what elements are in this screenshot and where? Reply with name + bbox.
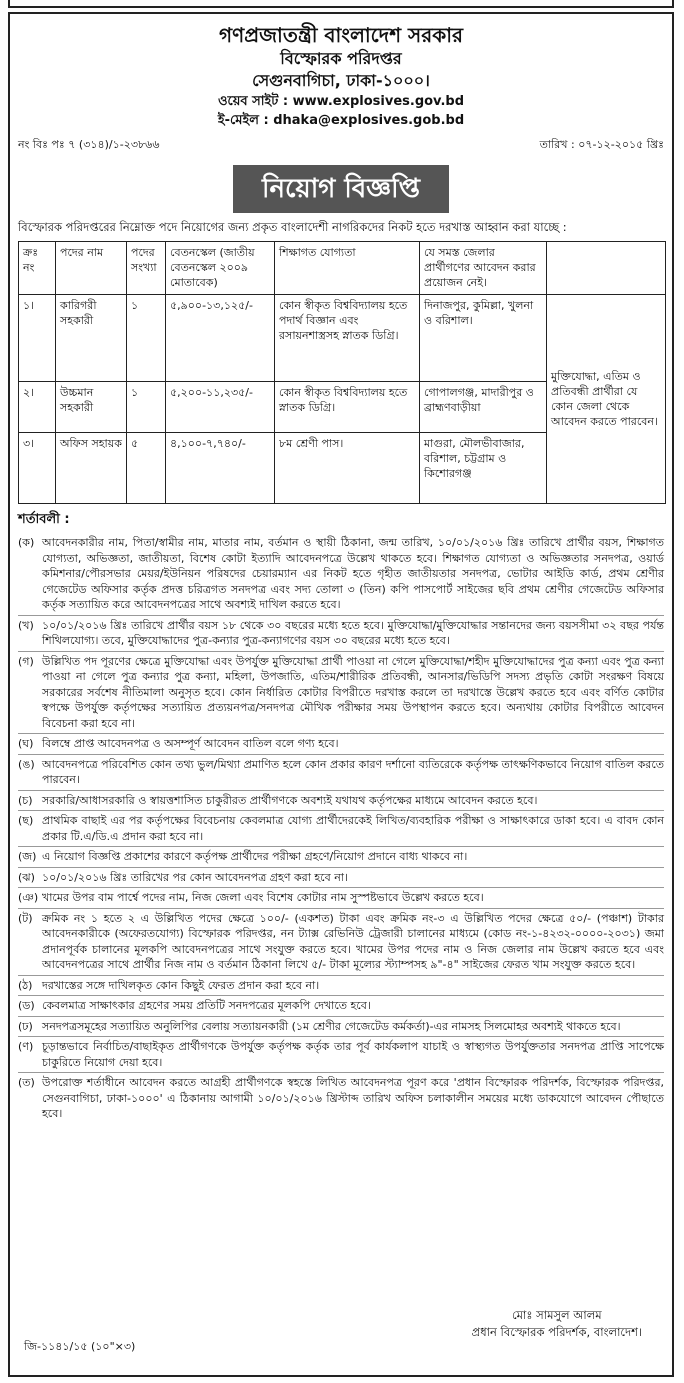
condition-label: (খ)	[18, 618, 34, 632]
cell-qualification: ৮ম শ্রেণী পাস।	[275, 433, 420, 504]
header-qualification: শিক্ষাগত যোগ্যতা	[275, 242, 420, 295]
condition-label: (ড)	[18, 999, 35, 1012]
condition-item	[18, 733, 664, 754]
cell-count: ৫	[127, 433, 166, 504]
condition-item	[18, 533, 664, 615]
condition-text: আবেদনপত্রে পরিবেশিত কোন তথ্য ভুল/মিথ্যা প্রমাণিত হলে কোন প্রকার কারণ দর্শানো ব্যতিরেকে কর্তৃপক্ষ তাৎক্ষণিকভাবে নিয়োগ বাতিল করতে পারবেন।	[42, 757, 664, 786]
condition-text: আবেদনকারীর নাম, পিতা/স্বামীর নাম, মাতার নাম, বর্তমান ও স্থায়ী ঠিকানা, জন্ম তারিখ, ১০/০১/২০১৬ খ্রিঃ তারিখে প্রার্থীর বয়স, শিক্ষাগত যোগ্যতা, অভিজ্ঞতা, জাতীয়তা, বিশেষ কোটা ইত্যাদি আবেদনপত্রে উল্লেখ থাকতে হবে। শিক্ষাগত যোগ্যতা ও অভিজ্ঞতার সনদপত্র, ওয়ার্ড কমিশনার/পৌরসভার মেয়র/ইউনিয়ন পরিষদের চেয়ারম্যান এর নিকট হতে গৃহীত জাতীয়তার সনদপত্র, ভোটার আইডি কার্ড, প্রথম শ্রেণীর গেজেটেড অফিসার কর্তৃক প্রদত্ত চরিত্রগত সনদপত্র এবং সদ্য তোলা ৩ (তিন) কপি পাসপোর্ট সাইজের ছবি প্রথম শ্রেণীর গেজেটেড অফিসার কর্তৃক সত্যায়িত করে আবেদনপত্রের সাথে অবশ্যই দাখিল করতে হবে।	[42, 536, 664, 611]
condition-label: (ঝ)	[18, 870, 35, 884]
table-header-row	[19, 242, 666, 295]
condition-text: বিলম্বে প্রাপ্ত আবেদনপত্র ও অসম্পূর্ণ আবেদন বাতিল বলে গণ্য হবে।	[42, 737, 339, 750]
email: ই-মেইল : dhaka@explosives.gob.bd	[217, 113, 465, 128]
condition-label: (ঙ)	[18, 757, 35, 771]
condition-text: দরখাস্তের সঙ্গে দাখিলকৃত কোন কিছুই ফেরত প্রদান করা হবে না।	[42, 978, 320, 992]
reference-row	[10, 130, 672, 155]
cell-post: কারিগরী সহকারী	[56, 295, 127, 382]
condition-item	[18, 615, 664, 651]
condition-label: (জ)	[18, 850, 37, 863]
header-districts: যে সমস্ত জেলার প্রার্থীগণের আবেদন করার প্রয়োজন নেই।	[420, 242, 547, 295]
condition-item	[18, 995, 664, 1016]
condition-text: ১০/০১/২০১৬ খ্রিঃ তারিখে প্রার্থীর বয়স ১৮ থেকে ৩০ বছরের মধ্যে হতে হবে। মুক্তিযোদ্ধা/মুক্তিযোদ্ধার সন্তানদের জন্য বয়সসীমা ৩২ বছর পর্যন্ত শিথিলযোগ্য। তবে, মুক্তিযোদ্ধাদের পুত্র-কন্যার পুত্র-কন্যাগণের বয়স ৩০ বছরের মধ্যে হতে হবে।	[42, 618, 664, 647]
condition-item	[18, 651, 664, 734]
footer-code: জি-১১৪১/১৫ (১০"×৩)	[24, 1340, 136, 1353]
condition-text: এ নিয়োগ বিজ্ঞপ্তি প্রকাশের কারণে কর্তৃপক্ষ প্রার্থীদের পরীক্ষা গ্রহণে/নিয়োগ প্রদানে বাধ্য থাকবে না।	[42, 850, 468, 863]
government-name: গণপ্রজাতন্ত্রী বাংলাদেশ সরকার	[219, 23, 463, 47]
cell-districts: দিনাজপুর, কুমিল্লা, খুলনা ও বরিশাল।	[420, 295, 547, 382]
cell-districts: গোপালগঞ্জ, মাদারীপুর ও ব্রাহ্মণবাড়ীয়া	[420, 382, 547, 433]
condition-item	[18, 846, 664, 867]
cell-serial: ৩।	[19, 433, 56, 504]
header-post: পদের নাম	[56, 242, 127, 295]
signatory-name: মোঃ সামসুল আলম	[511, 1308, 602, 1322]
condition-label: (ণ)	[18, 1040, 34, 1053]
memo-number: নং বিঃ পঃ ৭ (৩১৪)/১-২৩৮৬৬	[18, 138, 160, 151]
header-count: পদের সংখ্যা	[127, 242, 166, 295]
condition-text: চূড়ান্তভাবে নির্বাচিত/বাছাইকৃত প্রার্থীগণকে উপর্যুক্ত কর্তৃপক্ষ কর্তৃক তার পূর্ব কার্যকলাপ যাচাই ও স্বাস্থ্যগত উপর্যুক্ততার সনদপত্র প্রাপ্তি সাপেক্ষে চাকুরিতে নিয়োগ দেয়া হবে।	[42, 1040, 664, 1069]
condition-item	[18, 790, 664, 811]
condition-item	[18, 1036, 664, 1072]
notice-title: নিয়োগ বিজ্ঞপ্তি	[233, 165, 449, 213]
cell-serial: ১।	[19, 295, 56, 382]
condition-item	[18, 887, 664, 908]
intro-text: বিস্ফোরক পরিদপ্তরের নিম্নোক্ত পদে নিয়োগের জন্য প্রকৃত বাংলাদেশী নাগরিকদের নিকট হতে দরখাস্ত আহ্বান করা যাচ্ছে :	[18, 220, 567, 234]
top-strip	[8, 0, 674, 8]
condition-item	[18, 810, 664, 846]
condition-label: (ঘ)	[18, 737, 34, 750]
condition-label: (ছ)	[18, 814, 34, 827]
quota-note: মুক্তিযোদ্ধা, এতিম ও প্রতিবন্ধী প্রার্থীরা যে কোন জেলা থেকে আবেদন করতে পারবেন।	[547, 295, 666, 504]
condition-item	[18, 1072, 664, 1124]
condition-text: উপরোক্ত শর্তাধীনে আবেদন করতে আগ্রহী প্রার্থীগণকে স্বহস্তে লিখিত আবেদনপত্র পূরণ করে 'প্রধান বিস্ফোরক পরিদর্শক, বিস্ফোরক পরিদপ্তর, সেগুনবাগিচা, ঢাকা-১০০০' এ ঠিকানায় আগামী ১০/০১/২০১৬ খ্রিস্টাব্দ তারিখ অফিস চলাকালীন সময়ের মধ্যে ডাকযোগে আবেদন পৌছাতে হবে।	[42, 1076, 664, 1120]
condition-label: (ঠ)	[18, 978, 33, 992]
condition-label: (গ)	[18, 654, 34, 668]
notice-date: তারিখ : ০৭-১২-২০১৫ খ্রিঃ	[539, 138, 664, 151]
condition-text: সরকারি/আধাসরকারি ও স্বায়ত্তশাসিত চাকুরীরত প্রার্থীগণকে অবশ্যই যথাযথ কর্তৃপক্ষের মাধ্যমে আবেদন করতে হবে।	[42, 793, 538, 807]
condition-text: উল্লিখিত পদ পূরণের ক্ষেত্রে মুক্তিযোদ্ধা এবং উপর্যুক্ত মুক্তিযোদ্ধা প্রার্থী পাওয়া না গেলে মুক্তিযোদ্ধা/শহীদ মুক্তিযোদ্ধাদের পুত্র কন্যা এবং পুত্র কন্যা পাওয়া না গেলে পুত্র কন্যার পুত্র কন্যা, মহিলা, উপজাতি, এতিম/শারীরিক প্রতিবন্ধী, আনসার/ভিডিপি সদস্য প্রভৃতি কোটা সংরক্ষণ বিষয়ে সরকারের সর্বশেষ নীতিমালা অনুসৃত হবে। কোন নির্ধারিত কোটার বিপরীতে দরখাস্ত করলে তা দরখাস্তে উল্লেখ করতে হবে এবং বর্ণিত কোটার স্বপক্ষে উপর্যুক্ত কর্তৃপক্ষের সত্যায়িত প্রত্যয়নপত্র/সনদপত্র মৌখিক পরীক্ষার সময় উপস্থাপন করতে হবে। অন্যথায় কোটার বিপরীতে আবেদন বিবেচনা করা হবে না।	[42, 654, 664, 730]
condition-item	[18, 754, 664, 790]
signature-block	[472, 1307, 642, 1341]
posts-table	[18, 241, 666, 504]
cell-districts: মাগুরা, মৌলভীবাজার, বরিশাল, চট্টগ্রাম ও কিশোরগঞ্জ	[420, 433, 547, 504]
cell-payscale: ৪,১০০-৭,৭৪০/-	[166, 433, 275, 504]
conditions-list	[10, 533, 672, 1124]
condition-text: প্রাথমিক বাছাই এর পর কর্তৃপক্ষের বিবেচনায় কেবলমাত্র যোগ্য প্রার্থীদেরকেই লিখিত/ব্যবহারিক পরীক্ষা ও সাক্ষাৎকারে ডাকা হবে। এ বাবদ কোন প্রকার টি.এ/ডি.এ প্রদান করা হবে না।	[42, 814, 664, 843]
department-address: সেগুনবাগিচা, ঢাকা-১০০০।	[252, 71, 430, 90]
department-name: বিস্ফোরক পরিদপ্তর	[280, 49, 402, 68]
header-payscale: বেতনস্কেল (জাতীয় বেতনস্কেল ২০০৯ মোতাবেক)	[166, 242, 275, 295]
condition-label: (ঞ)	[18, 891, 39, 904]
condition-text: কেবলমাত্র সাক্ষাৎকার গ্রহণের সময় প্রতিটি সনদপত্রের মূলকপি দেখাতে হবে।	[42, 999, 371, 1012]
conditions-title: শর্তাবলী :	[18, 512, 70, 527]
website: ওয়েব সাইট : www.explosives.gov.bd	[217, 94, 465, 109]
condition-label: (ত)	[18, 1076, 35, 1089]
condition-label: (চ)	[18, 793, 33, 807]
condition-text: সনদপত্রসমূহের সত্যায়িত অনুলিপির বেলায় সত্যায়নকারী (১ম শ্রেণীর গেজেটেড কর্মকর্তা)-এর নামসহ সিলমোহর অবশ্যই থাকতে হবে।	[42, 1019, 621, 1033]
cell-qualification: কোন স্বীকৃত বিশ্ববিদ্যালয় হতে পদার্থ বিজ্ঞান এবং রসায়নশাস্ত্রসহ স্নাতক ডিগ্রি।	[275, 295, 420, 382]
cell-count: ১	[127, 295, 166, 382]
cell-post: অফিস সহায়ক	[56, 433, 127, 504]
condition-text: ক্রমিক নং ১ হতে ২ এ উল্লিখিত পদের ক্ষেত্রে ১০০/- (একশত) টাকা এবং ক্রমিক নং-৩ এ উল্লিখিত পদের ক্ষেত্রে ৫০/- (পঞ্চাশ) টাকার আবেদনকারীকে (অফেরতযোগ্য) বিস্ফোরক পরিদপ্তর, নন ট্যাক্স রেভিনিউ ট্রেজারী চালানের মাধ্যমে (কোড নং-১-৪২৩২-০০০০-২০৩১) জমা প্রদানপূর্বক চালানের মূলকপি আবেদনপত্রের সাথে সংযুক্ত করতে হবে। খামের উপর পদের নাম ও নিজ জেলার নাম উল্লেখ করতে হবে এবং আবেদনপত্রের সাথে প্রার্থীর নিজ নাম ও বর্তমান ঠিকানা লিখে ৫/- টাকা মূল্যের স্ট্যাম্পসহ ৯"-৪" সাইজের ফেরত খাম সংযুক্ত করতে হবে।	[42, 911, 664, 971]
cell-payscale: ৫,২০০-১১,২৩৫/-	[166, 382, 275, 433]
condition-text: ১০/০১/২০১৬ খ্রিঃ তারিখের পর কোন আবেদনপত্র গ্রহণ করা হবে না।	[42, 870, 348, 884]
condition-text: খামের উপর বাম পার্শ্বে পদের নাম, নিজ জেলা এবং বিশেষ কোটার নাম সুস্পষ্টভাবে উল্লেখ করতে হবে।	[42, 891, 484, 904]
table-row	[19, 295, 666, 382]
cell-count: ১	[127, 382, 166, 433]
cell-post: উচ্চমান সহকারী	[56, 382, 127, 433]
condition-item	[18, 908, 664, 975]
cell-qualification: কোন স্বীকৃত বিশ্ববিদ্যালয় হতে স্নাতক ডিগ্রি।	[275, 382, 420, 433]
cell-serial: ২।	[19, 382, 56, 433]
header-serial: ক্রঃ নং	[19, 242, 56, 295]
signatory-designation: প্রধান বিস্ফোরক পরিদর্শক, বাংলাদেশ।	[471, 1325, 642, 1339]
notice-frame	[8, 12, 674, 1377]
condition-label: (ট)	[18, 911, 33, 925]
header	[10, 22, 672, 130]
header-note	[547, 242, 666, 295]
cell-payscale: ৫,৯০০-১৩,১২৫/-	[166, 295, 275, 382]
condition-label: (ঢ)	[18, 1019, 33, 1033]
condition-label: (ক)	[18, 536, 35, 549]
condition-item	[18, 867, 664, 888]
condition-item	[18, 975, 664, 996]
condition-item	[18, 1016, 664, 1037]
